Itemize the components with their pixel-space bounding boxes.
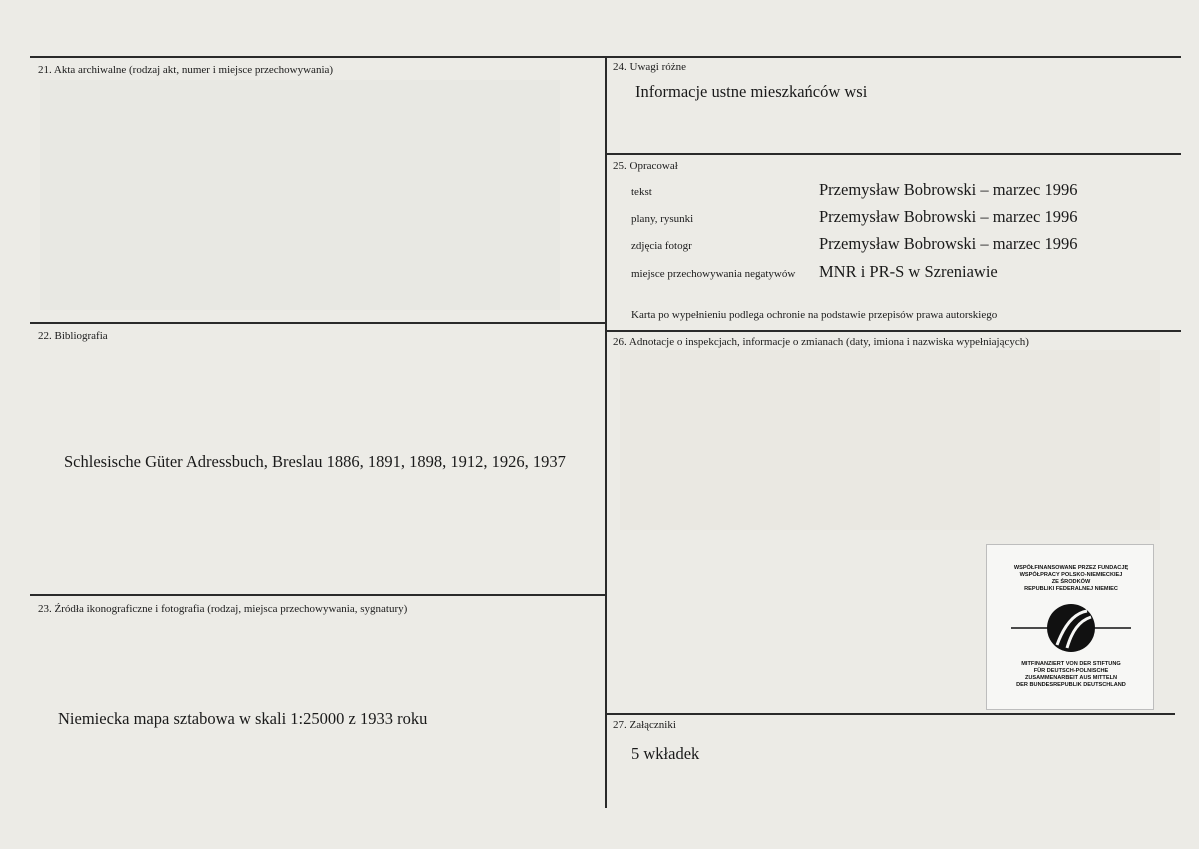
attachments-value: 5 wkładek bbox=[631, 744, 700, 763]
stamp-line: DER BUNDESREPUBLIK DEUTSCHLAND bbox=[1016, 682, 1126, 688]
author-row-value: Przemysław Bobrowski – marzec 1996 bbox=[819, 207, 1078, 226]
rule-22-23 bbox=[30, 594, 605, 596]
rule-24-25 bbox=[607, 153, 1181, 155]
section-24-label: 24. Uwagi różne bbox=[613, 61, 687, 73]
iconography-value: Niemiecka mapa sztabowa w skali 1:25000 z 1933 roku bbox=[58, 709, 428, 728]
stamp-line: WSPÓŁFINANSOWANE PRZEZ FUNDACJĘ bbox=[1013, 565, 1129, 571]
paper-texture bbox=[40, 80, 560, 310]
center-divider bbox=[605, 56, 607, 808]
section-22-label: 22. Bibliografia bbox=[38, 330, 108, 342]
author-row-value: Przemysław Bobrowski – marzec 1996 bbox=[819, 234, 1078, 253]
author-row-key: tekst bbox=[631, 186, 652, 198]
funding-stamp bbox=[986, 544, 1154, 710]
rule-25-26 bbox=[607, 330, 1181, 332]
author-row-key: miejsce przechowywania negatywów bbox=[631, 268, 796, 280]
rule-26-27 bbox=[607, 713, 1175, 715]
section-25-label: 25. Opracował bbox=[613, 160, 678, 172]
section-27-label: 27. Załączniki bbox=[613, 719, 676, 731]
stamp-line: FÜR DEUTSCH-POLNISCHE bbox=[1033, 668, 1109, 674]
stamp-line: WSPÓŁPRACY POLSKO-NIEMIECKIEJ bbox=[1019, 572, 1123, 578]
paper-texture bbox=[620, 350, 1160, 530]
author-row-key: plany, rysunki bbox=[631, 213, 694, 225]
author-row-value: Przemysław Bobrowski – marzec 1996 bbox=[819, 180, 1078, 199]
stamp-line: REPUBLIKI FEDERALNEJ NIEMIEC bbox=[1024, 586, 1118, 592]
author-row-value: MNR i PR-S w Szreniawie bbox=[819, 262, 998, 281]
remarks-value: Informacje ustne mieszkańców wsi bbox=[635, 82, 868, 101]
bibliography-value: Schlesische Güter Adressbuch, Breslau 1886, 1891, 1898, 1912, 1926, 1937 bbox=[64, 452, 566, 471]
section-26-label: 26. Adnotacje o inspekcjach, informacje o zmianach (daty, imiona i nazwiska wypełniających) bbox=[613, 336, 1029, 348]
foundation-logo-icon bbox=[1009, 601, 1133, 655]
section-21-label: 21. Akta archiwalne (rodzaj akt, numer i miejsce przechowywania) bbox=[38, 64, 334, 76]
stamp-line: MITFINANZIERT VON DER STIFTUNG bbox=[1021, 661, 1121, 667]
copyright-note: Karta po wypełnieniu podlega ochronie na podstawie przepisów prawa autorskiego bbox=[631, 309, 998, 321]
stamp-line: ZUSAMMENARBEIT AUS MITTELN bbox=[1024, 675, 1118, 681]
rule-21-22 bbox=[30, 322, 605, 324]
stamp-line: ZE ŚRODKÓW bbox=[1051, 579, 1091, 585]
section-23-label: 23. Źródła ikonograficzne i fotografia (rodzaj, miejsca przechowywania, sygnatury) bbox=[38, 603, 408, 615]
author-row-key: zdjęcia fotogr bbox=[631, 240, 692, 252]
